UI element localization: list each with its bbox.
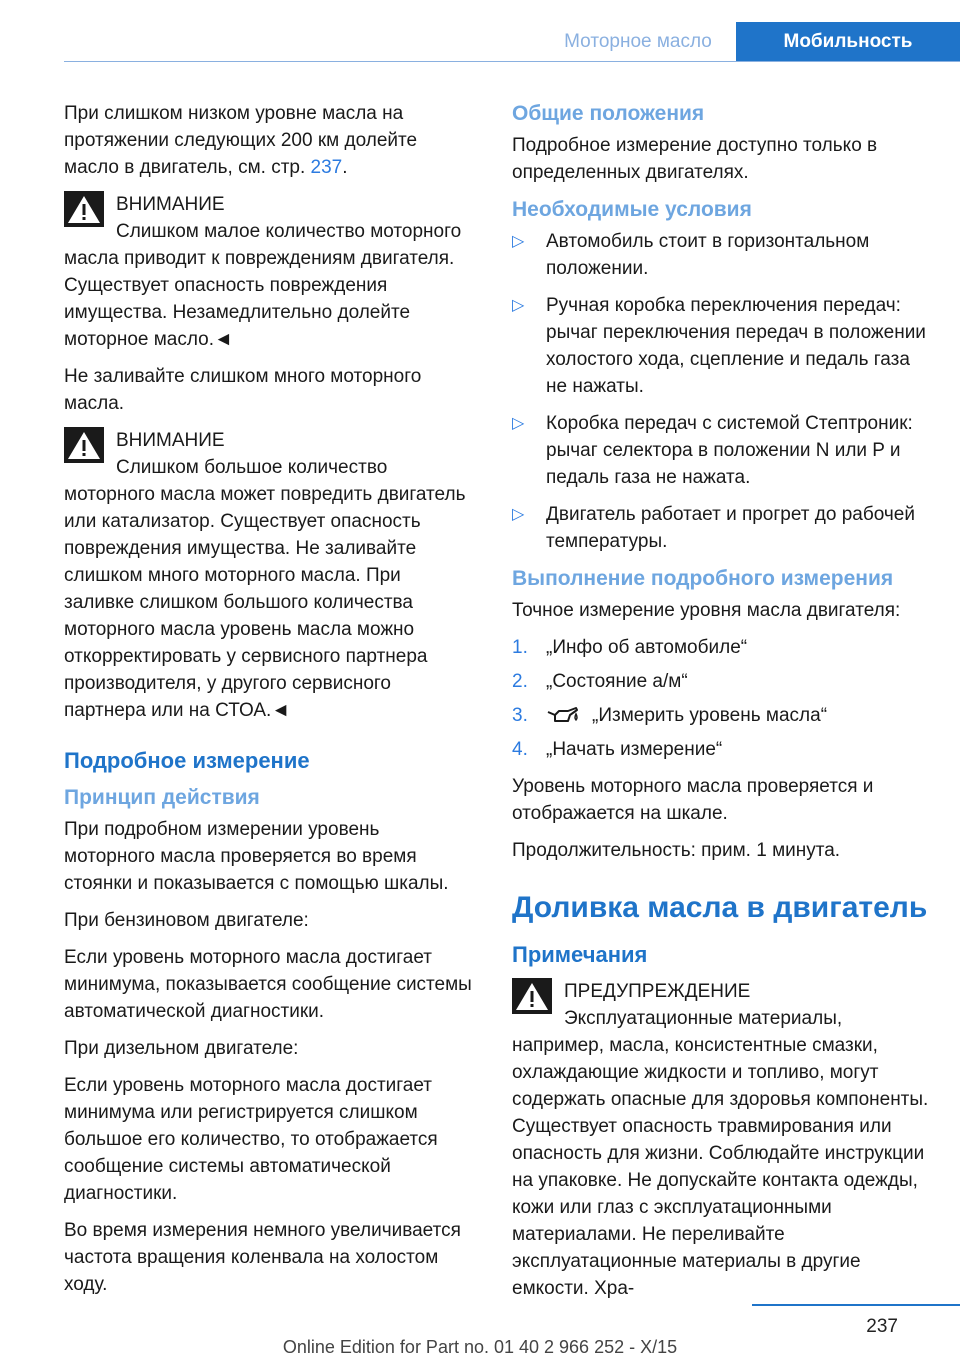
paragraph-no-overfill: Не заливайте слишком много моторного масла. xyxy=(64,366,422,414)
page-number: 237 xyxy=(866,1316,898,1337)
paragraph: Если уровень моторного масла достигает минимума или регистрируется слишком большое его количество, то отображается сообщение системы автоматической диагностики. xyxy=(64,1075,438,1204)
list-item: ▷ Коробка передач с системой Стептроник: рычаг селектора в положении N или P и педаль газа не нажата. xyxy=(512,410,932,491)
subsection-heading: Необходимые условия xyxy=(512,198,752,221)
triangle-bullet-icon: ▷ xyxy=(512,415,525,432)
paragraph: Во время измерения немного увеличивается частота вращения коленвала на холостом ходу. xyxy=(64,1220,461,1295)
triangle-bullet-icon: ▷ xyxy=(512,297,525,314)
list-item: ▷ Двигатель работает и прогрет до рабочей температуры. xyxy=(512,501,932,555)
footer-edition: Online Edition for Part no. 01 40 2 966 252 - X/15 xyxy=(282,1337,678,1357)
warning-block xyxy=(64,427,474,724)
steps-list xyxy=(512,634,932,763)
chapter-heading: Доливка масла в двигатель xyxy=(512,891,928,924)
paragraph: Если уровень моторного масла достигает минимума, показывается сообщение системы автоматической диагностики. xyxy=(64,947,472,1022)
list-item: 2. „Состояние а/м“ xyxy=(512,671,688,692)
list-item: 1. „Инфо об автомобиле“ xyxy=(512,637,748,658)
paragraph: Уровень моторного масла проверяется и отображается на шкале. xyxy=(512,776,874,824)
paragraph-low-oil: При слишком низком уровне масла на протяжении следующих 200 км долейте масло в двигатель, см. стр. 237. xyxy=(64,103,418,178)
warning-icon xyxy=(64,191,104,227)
warning-title: ВНИМАНИЕ xyxy=(116,194,225,215)
triangle-bullet-icon: ▷ xyxy=(512,233,525,250)
list-item: 4. „Начать измерение“ xyxy=(512,739,723,760)
paragraph: Продолжительность: прим. 1 минута. xyxy=(512,840,841,861)
warning-title: ПРЕДУПРЕЖДЕНИЕ xyxy=(564,981,751,1002)
paragraph: При бензиновом двигателе: xyxy=(64,910,309,931)
conditions-list xyxy=(512,228,932,555)
footer-divider xyxy=(752,1304,960,1306)
warning-icon xyxy=(512,978,552,1014)
subsection-heading: Выполнение подробного измерения xyxy=(512,567,894,590)
triangle-bullet-icon: ▷ xyxy=(512,506,525,523)
subsection-heading: Принцип действия xyxy=(64,786,260,809)
warning-title: ВНИМАНИЕ xyxy=(116,430,225,451)
section-heading: Примечания xyxy=(512,942,648,967)
page-link[interactable]: 237 xyxy=(310,157,343,178)
list-item: 3. „Измерить уровень масла“ xyxy=(512,705,828,726)
header-section-tab: Моторное масло xyxy=(564,31,712,52)
warning-icon xyxy=(64,427,104,463)
paragraph: Подробное измерение доступно только в определенных двигателях. xyxy=(512,135,878,183)
paragraph: При подробном измерении уровень моторного масла проверяется во время стоянки и показывается с помощью шкалы. xyxy=(64,819,449,894)
warning-text: Слишком малое количество моторного масла приводит к повреждениям двигателя. Существует опасность повреждения имущества. Незамедлительно долейте моторное масло.◄ xyxy=(64,221,462,350)
oil-can-icon xyxy=(546,706,580,726)
subsection-heading: Общие положения xyxy=(512,102,705,125)
warning-block xyxy=(512,978,932,1302)
paragraph: При дизельном двигателе: xyxy=(64,1038,299,1059)
warning-block xyxy=(64,191,474,353)
list-item: ▷ Автомобиль стоит в горизонтальном положении. xyxy=(512,228,932,282)
header-chapter-tab: Мобильность xyxy=(736,22,960,62)
left-column xyxy=(64,100,474,1308)
right-column xyxy=(512,100,932,1312)
section-heading: Подробное измерение xyxy=(64,748,310,773)
header-divider xyxy=(64,61,960,62)
warning-text: Слишком большое количество моторного масла может повредить двигатель или катализатор. Существует опасность повреждения имущества. Не заливайте слишком много моторного масла. При заливке слишком большого количества моторного масла уровень масла можно откорректировать у сервисного партнера производителя, у другого сервисного партнера или на СТОА.◄ xyxy=(64,457,466,721)
list-item: ▷ Ручная коробка переключения передач: рычаг переключения передач в положении холостого хода, сцепление и педаль газа не нажаты. xyxy=(512,292,932,400)
warning-text: Эксплуатационные материалы, например, масла, консистентные смазки, охлаждающие жидкости и топливо, могут содержать опасные для здоровья компоненты. Существует опасность травмирования или опасность для жизни. Соблюдайте инструкции на упаковке. Не допускайте контакта одежды, кожи или глаз с эксплуатационными материалами. Не переливайте эксплуатационные материалы в другие емкости. Хра- xyxy=(512,1008,929,1299)
paragraph: Точное измерение уровня масла двигателя: xyxy=(512,600,901,621)
